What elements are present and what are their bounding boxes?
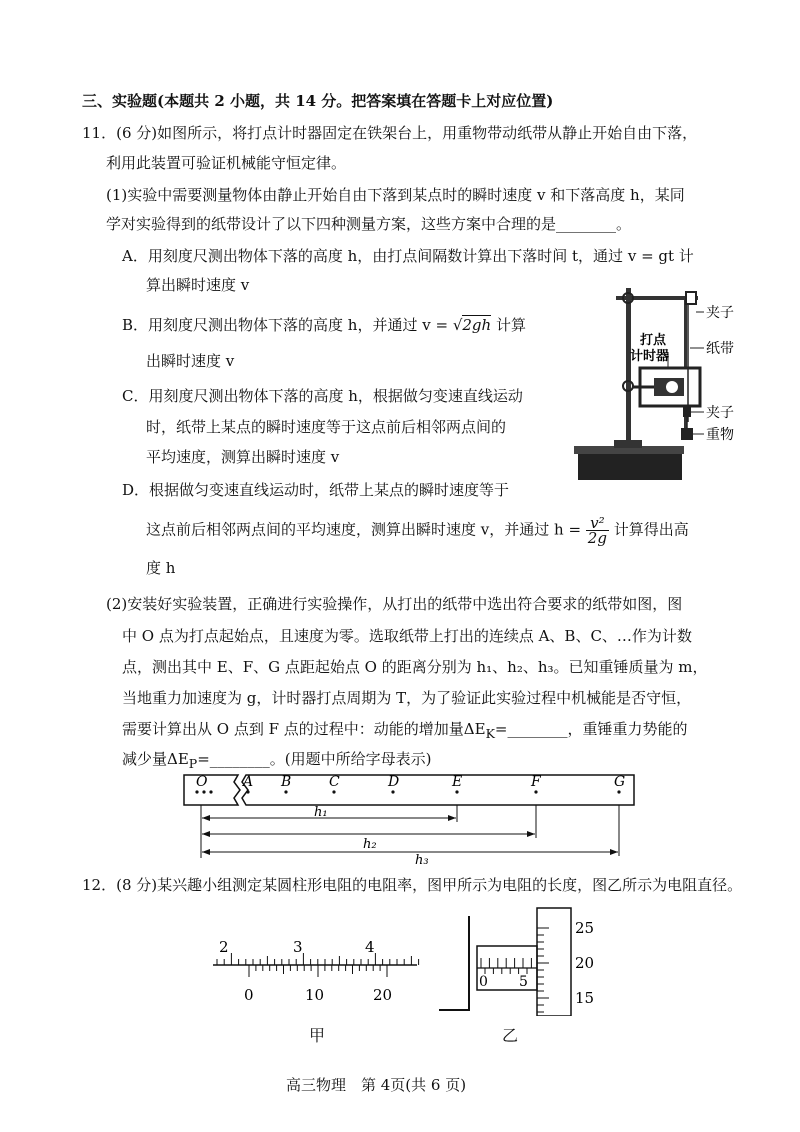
label-jia: 甲 <box>309 1026 326 1045</box>
tape-dot <box>209 790 212 793</box>
tape-dot <box>455 790 458 793</box>
point-label-e: E <box>452 774 463 790</box>
q11-part2-line-5 <box>122 718 687 745</box>
tape-dot <box>332 790 335 793</box>
apparatus-figure <box>570 282 770 482</box>
fraction-numerator: v² <box>586 516 609 531</box>
option-a-line-2: 算出瞬时速度 v <box>146 276 250 294</box>
micrometer-figure <box>435 906 620 1016</box>
main-scale-ticks <box>217 953 419 965</box>
thimble-label-25: 25 <box>575 919 595 937</box>
thimble-ticks <box>537 928 549 1016</box>
point-label-b: B <box>281 774 292 790</box>
line6-text: 减少量ΔE <box>122 750 189 768</box>
q11-part2-line-4: 当地重力加速度为 g，计时器打点周期为 T，为了验证此实验过程中机械能是否守恒， <box>122 689 692 707</box>
tape-left-piece <box>184 775 240 805</box>
tape-dot <box>391 790 394 793</box>
option-d-line-2 <box>146 516 689 545</box>
point-label-o: O <box>196 774 208 790</box>
line5-sub: K <box>485 726 495 741</box>
vernier-scale-ticks <box>249 965 387 977</box>
table-base <box>578 452 682 480</box>
label-tape: 纸带 <box>706 341 734 357</box>
micrometer-thimble <box>537 908 571 1016</box>
weight <box>681 428 693 440</box>
label-timer-1: 打点 <box>640 333 667 348</box>
point-label-d: D <box>388 774 400 790</box>
top-clip <box>686 292 696 304</box>
bottom-clip <box>683 407 691 417</box>
q11-part1-line-2: 学对实验得到的纸带设计了以下四种测量方案，这些方案中合理的是________。 <box>106 215 632 233</box>
q11-part1-line-1: (1)实验中需要测量物体由静止开始自由下落到某点时的瞬时速度 v 和下落高度 h，某同 <box>106 186 685 204</box>
q11-part2-line-2: 中 O 点为打点起始点，且速度为零。选取纸带上打出的连续点 A、B、C、…作为计数 <box>122 627 692 645</box>
point-label-c: C <box>329 774 340 790</box>
option-c-line-3: 平均速度，测算出瞬时速度 v <box>146 448 340 466</box>
label-yi: 乙 <box>502 1026 519 1045</box>
main-label-3: 3 <box>293 938 303 956</box>
option-d-fraction <box>586 516 609 545</box>
label-weight: 重物 <box>706 427 734 443</box>
point-label-f: F <box>531 774 541 790</box>
tape-dot <box>246 790 249 793</box>
fraction-denominator: 2g <box>587 529 607 547</box>
sleeve-label-0: 0 <box>479 974 488 990</box>
line6-sub: P <box>188 756 198 771</box>
main-label-4: 4 <box>365 938 375 956</box>
option-b-line-1 <box>122 314 526 336</box>
option-c-line-2: 时，纸带上某点的瞬时速度等于这点前后相邻两点间的 <box>146 418 507 436</box>
vernier-label-20: 20 <box>373 986 393 1004</box>
option-b-text-end: 计算 <box>491 316 526 334</box>
main-label-2: 2 <box>219 938 229 956</box>
q12-line-1: 12．(8 分)某兴趣小组测定某圆柱形电阻的电阻率，图甲所示为电阻的长度，图乙所示为电阻直径。 <box>82 876 743 894</box>
micrometer-frame <box>439 916 469 1010</box>
point-label-a: A <box>243 774 254 790</box>
tape-dot <box>195 790 198 793</box>
q11-line-2: 利用此装置可验证机械能守恒定律。 <box>106 154 347 172</box>
q11-part2-line-3: 点，测出其中 E、F、G 点距起始点 O 的距离分别为 h₁、h₂、h₃。已知重锤质量为 m， <box>122 658 708 676</box>
label-h3: h₃ <box>415 853 429 865</box>
option-d-line-3: 度 h <box>146 559 176 577</box>
option-d-line-1: D．根据做匀变速直线运动时，纸带上某点的瞬时速度等于 <box>122 481 510 499</box>
label-h1: h₁ <box>314 805 328 820</box>
timer-hole <box>666 381 678 393</box>
option-b-line-2: 出瞬时速度 v <box>146 352 235 370</box>
sleeve-label-5: 5 <box>519 974 528 990</box>
vernier-label-0: 0 <box>244 986 254 1004</box>
tape-dot <box>617 790 620 793</box>
vernier-label-10: 10 <box>305 986 325 1004</box>
line5-text-end: =________，重锤重力势能的 <box>494 720 688 738</box>
label-timer-2: 计时器 <box>630 349 670 364</box>
thimble-label-20: 20 <box>575 954 595 972</box>
point-label-g: G <box>614 774 626 790</box>
label-clip-top: 夹子 <box>706 305 734 321</box>
tape-dot <box>202 790 205 793</box>
tape-dot <box>534 790 537 793</box>
thimble-label-15: 15 <box>575 989 595 1007</box>
sqrt-symbol: √ <box>452 316 463 334</box>
q11-part2-line-1: (2)安装好实验装置，正确进行实验操作，从打出的纸带中选出符合要求的纸带如图，图 <box>106 595 683 613</box>
option-c-line-1: C．用刻度尺测出物体下落的高度 h，根据做匀变速直线运动 <box>122 387 523 405</box>
sleeve-ticks <box>481 958 531 974</box>
tape-right-piece <box>242 775 634 805</box>
option-a-line-1: A．用刻度尺测出物体下落的高度 h，由打点间隔数计算出下落时间 t，通过 v = gt 计 <box>122 247 694 265</box>
line5-text: 需要计算出从 O 点到 F 点的过程中：动能的增加量ΔE <box>122 720 486 738</box>
tape-diagram <box>180 770 640 865</box>
stand-rod <box>626 288 631 442</box>
option-b-text: B．用刻度尺测出物体下落的高度 h，并通过 v = <box>122 316 449 334</box>
label-h2: h₂ <box>363 837 377 852</box>
vernier-caliper-figure <box>205 930 425 1010</box>
q11-line-1: 11．(6 分)如图所示，将打点计时器固定在铁架台上，用重物带动纸带从静止开始自由下落， <box>82 124 698 142</box>
page-footer: 高三物理 第 4页(共 6 页) <box>286 1076 467 1094</box>
section-header: 三、实验题(本题共 2 小题，共 14 分。把答案填在答题卡上对应位置) <box>82 92 554 110</box>
label-clip-bottom: 夹子 <box>706 405 734 421</box>
option-b-sqrt: 2gh <box>462 316 492 334</box>
tape-dot <box>284 790 287 793</box>
line6-text-end: =________。(用题中所给字母表示) <box>197 750 432 768</box>
option-d-text-end: 计算得出高 <box>608 520 689 539</box>
option-d-text: 这点前后相邻两点间的平均速度，测算出瞬时速度 v，并通过 h = <box>146 520 582 539</box>
